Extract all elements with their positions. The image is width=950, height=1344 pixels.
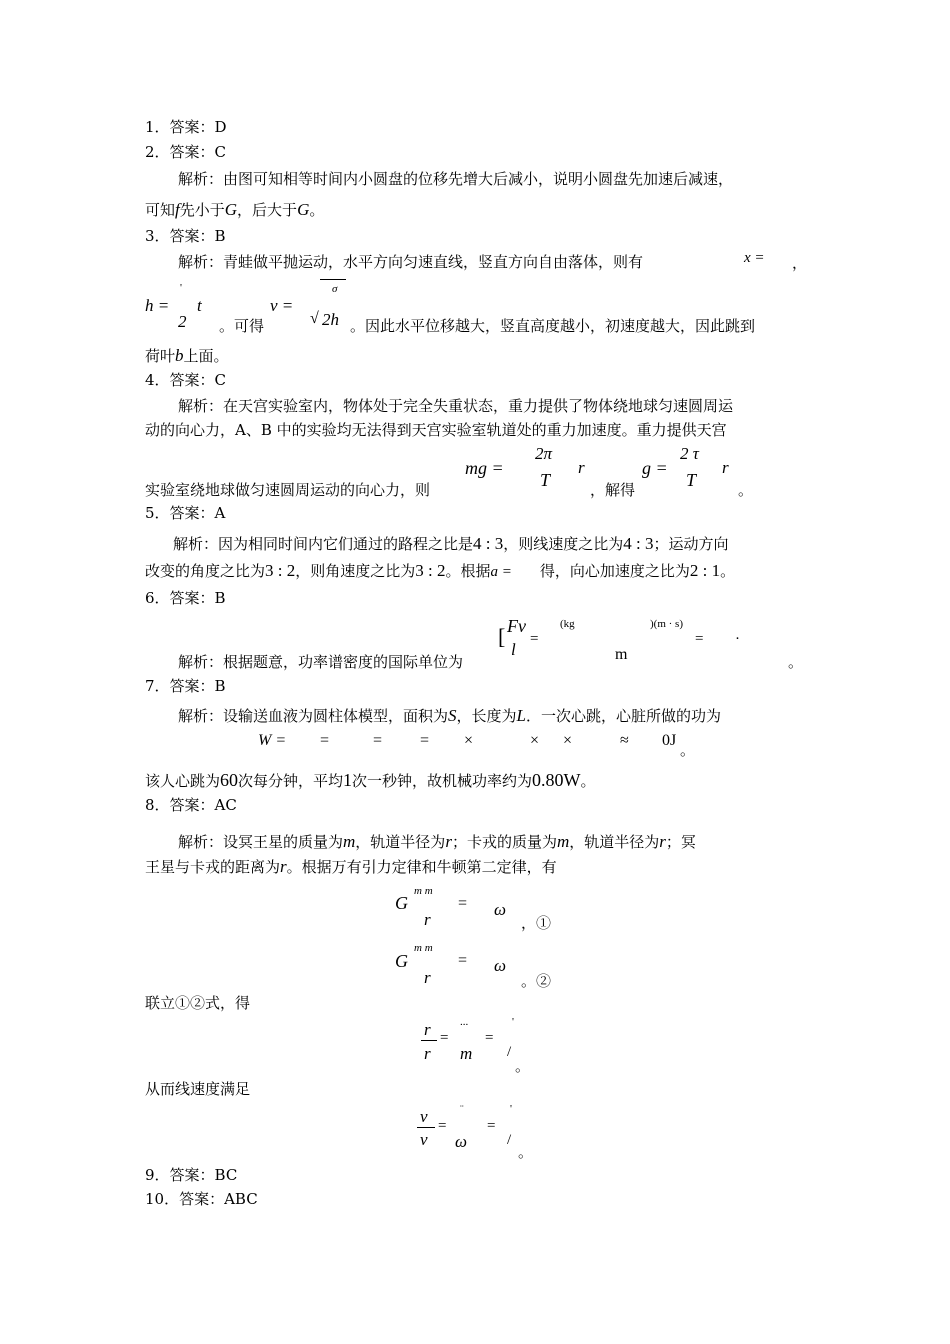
unit-Fv: Fv [507,616,526,636]
unit-dot: · [735,631,740,647]
answer-1: 1．答案：D [145,118,227,136]
eq3-fracbar [421,1040,437,1041]
answer-2: 2．答案：C [145,143,227,161]
explanation-7-line2: 。 [680,741,696,759]
work-W: W = [258,732,287,749]
sqrt-sign: √ [310,310,319,327]
eq3-eq2: = [485,1030,494,1046]
eq4-fracbar [417,1127,435,1128]
work-x1: × [464,732,474,749]
eq3-r-num: r [424,1020,431,1039]
formula-2t: 2 τ [680,444,699,463]
unit-frag-b: )(m · s) [650,618,683,630]
comma: ， [792,256,808,272]
eq3-m-den: m [460,1044,473,1063]
eq1-eq: = [458,895,468,912]
explanation-8-line2: 王星与卡戎的距离为r。根据万有引力定律和牛顿第二定律，有 [145,857,557,876]
eq2-mm: m m [414,942,433,954]
unit-eq1: = [530,631,539,647]
answer-8: 8．答案：AC [145,796,237,814]
sqrt-num: σ [332,283,338,295]
unit-m: m [615,646,628,663]
work-x3: × [563,732,573,749]
explanation-4-line1: 解析：在天宫实验室内，物体处于完全失重状态，重力提供了物体绕地球匀速圆周运 [178,397,734,415]
answer-10: 10．答案：ABC [145,1190,258,1208]
eq1-r: r [424,910,431,929]
answer-3: 3．答案：B [145,227,226,245]
congEr: 从而线速度满足 [145,1080,251,1098]
explanation-3-line2b: 。因此水平位移越大，竖直高度越小，初速度越大，因此跳到 [350,317,756,335]
work-approx: ≈ [620,732,629,749]
formula-T2: T [686,470,697,490]
eq1-end: ，① [521,914,552,932]
explanation-5-line1: 解析：因为相同时间内它们通过的路程之比是4 : 3，则线速度之比为4 : 3；运动方向 [173,534,729,553]
answer-6: 6．答案：B [145,589,226,607]
formula-r2: r [722,458,729,477]
work-eq3: = [420,732,430,749]
explanation-6-line1: 解析：根据题意，功率谱密度的国际单位为 [178,653,464,671]
formula-h-den: 2 [178,312,187,331]
answer-9: 9．答案：BC [145,1166,238,1184]
eq4-omega: ω [455,1132,468,1151]
explanation-4-line2: 动的向心力，A、B 中的实验均无法得到天宫实验室轨道处的重力加速度。重力提供天宫 [145,421,727,439]
eq3-r-den: r [424,1044,431,1063]
explanation-7-line1: 解析：设输送血液为圆柱体模型，面积为S，长度为L．一次心跳，心脏所做的功为 [178,706,722,725]
unit-frag-a: (kg [560,618,575,630]
eq3-eq1: = [440,1030,449,1046]
explanation-5-line2: 改变的角度之比为3 : 2，则角速度之比为3 : 2。根据a = 得，向心加速度之比为2 : 1。 [145,561,736,580]
eq2-eq: = [458,952,468,969]
explanation-4-line3b: ，解得 [590,481,636,499]
eq4-end: 。 [518,1143,534,1161]
eq4-eq1: = [438,1118,447,1134]
explanation-3-line3: 荷叶b上面。 [145,346,229,365]
explanation-4-line3a: 实验室绕地球做匀速圆周运动的向心力，则 [145,481,431,499]
eq3-end: 。 [515,1057,531,1075]
formula-h-t: t [197,296,202,315]
eq4-eq2: = [487,1118,496,1134]
lianli: 联立①②式，得 [145,994,251,1012]
formula-mg: mg = [465,458,504,478]
sqrt-den: 2h [322,310,339,329]
eq2-G: G [395,951,408,971]
work-eq1: = [320,732,330,749]
formula-h-num: ' [180,282,182,294]
eq1-omega: ω [494,900,507,919]
answer-5: 5．答案：A [145,504,226,522]
explanation-8-line1: 解析：设冥王星的质量为m，轨道半径为r；卡戎的质量为m，轨道半径为r；冥 [178,832,696,851]
formula-2pi: 2π [535,444,553,463]
formula-r1: r [578,458,585,477]
eq2-end: 。② [521,972,552,990]
explanation-2-line2: 可知f先小于G，后大于G。 [145,200,325,219]
explanation-3-line2a: 。可得 [219,317,265,335]
eq1-mm: m m [414,885,433,897]
answer-7: 7．答案：B [145,677,226,695]
eq4-v-num: v [420,1107,428,1126]
explanation-7-line3: 该人心跳为60次每分钟，平均1次一秒钟，故机械功率约为0.80W。 [145,770,596,790]
eq4-slash: / [507,1132,512,1148]
eq4-q: ' [510,1103,512,1115]
formula-x: x = [744,250,765,266]
work-x2: × [530,732,540,749]
explanation-4-line3c: 。 [738,481,754,499]
eq3-slash: / [507,1044,512,1060]
eq3-top: ... [460,1016,469,1028]
eq3-q: ' [512,1016,514,1028]
eq2-r: r [424,968,431,987]
unit-eq2: = [695,631,704,647]
bracket: [ [498,624,506,649]
explanation-2-line1: 解析：由图可知相等时间内小圆盘的位移先增大后减小，说明小圆盘先加速后减速， [178,170,734,188]
explanation-6-end: 。 [788,653,804,671]
eq4-v-den: v [420,1130,428,1149]
eq4-top: ¨ [460,1103,464,1115]
answer-4: 4．答案：C [145,371,227,389]
eq2-omega: ω [494,956,507,975]
eq1-G: G [395,893,408,913]
work-eq2: = [373,732,383,749]
sqrt-bar [320,279,346,280]
formula-g: g = [642,458,668,478]
formula-h: h = [145,296,170,315]
work-value: 0J [662,732,677,749]
unit-l: l [511,640,516,659]
formula-T: T [540,470,551,490]
formula-v: v = [270,296,294,315]
explanation-3-line1: 解析：青蛙做平抛运动，水平方向匀速直线，竖直方向自由落体，则有 [178,253,644,271]
